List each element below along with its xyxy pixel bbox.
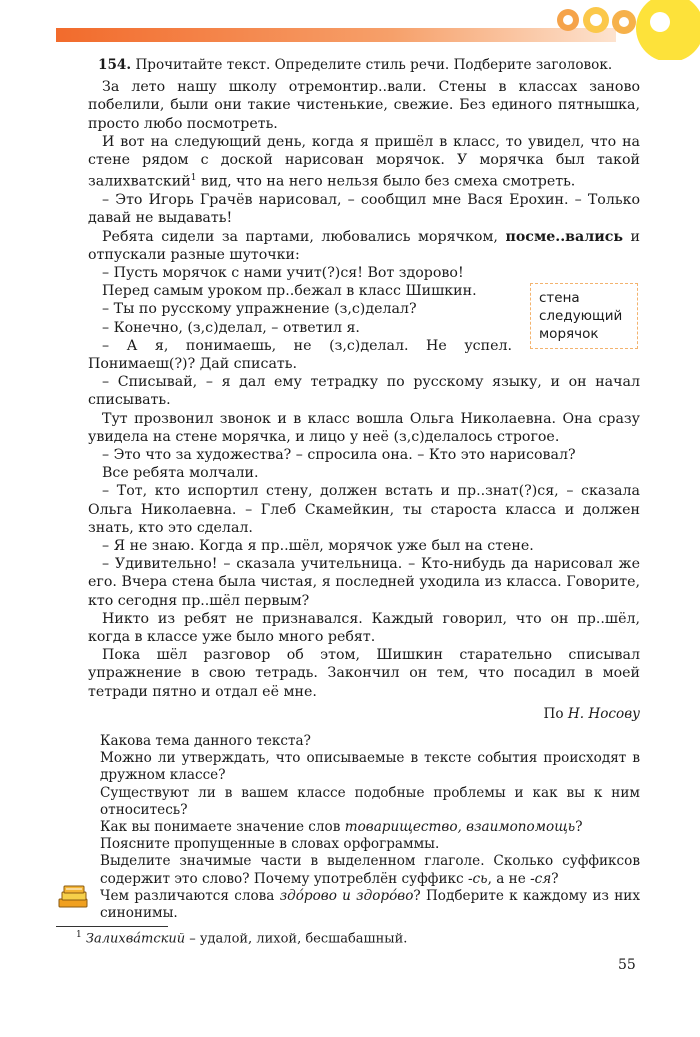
books-icon (56, 884, 90, 910)
decorative-circles (520, 0, 700, 60)
paragraph-5: – Пусть морячок с нами учит(?)ся! Вот здорово! (102, 264, 464, 281)
footnote: $^1$ Залихвáтский – удалой, лихой, бесшабашный. (76, 930, 408, 947)
paragraph-10: – Списывай, – я дал ему тетрадку по русскому языку, и он начал списывать. (88, 374, 640, 409)
questions-block (100, 733, 640, 922)
page-number: 55 (618, 957, 636, 973)
paragraph-13: Все ребята молчали. (102, 465, 259, 482)
vocab-word: следующий (539, 308, 623, 324)
paragraph-17: Никто из ребят не признавался. Каждый говорил, что он пр..шёл, когда в классе уже было много ребят. (88, 610, 640, 646)
question-1: Какова тема данного текста? (100, 733, 311, 749)
question-3: Существуют ли в вашем классе подобные проблемы и как вы к ним относитесь? (100, 784, 640, 818)
task-number: 154. (98, 57, 132, 73)
author-name: Н. Носову (567, 705, 640, 722)
vocab-word: морячок (539, 326, 599, 342)
question-7: Чем различаются слова здóрово и здорóво? Подберите к каждому из них синонимы. (100, 887, 640, 922)
footnote-term: Залихвáтский (85, 931, 186, 947)
paragraph-16: – Удивительно! – сказала учительница. – Кто-нибудь да нарисовал же его. Вчера стена была чистая, я последней уходила из класса. Говорите, кто сегодня пр..шёл первым? (88, 556, 640, 609)
vocab-word: стена (539, 290, 580, 306)
paragraph-15: – Я не знаю. Когда я пр..шёл, морячок уже был на стене. (102, 538, 534, 555)
paragraph-2: И вот на следующий день, когда я пришёл в класс, то увидел, что на стене рядом с доской нарисован морячок. У морячка был такой залихватский$^1$ вид, что на него нельзя было без смеха смотреть. (88, 133, 640, 190)
attribution: По Н. Носову (543, 705, 640, 722)
task-heading (88, 56, 640, 74)
task-text: Прочитайте текст. Определите стиль речи. Подберите заголовок. (135, 57, 613, 73)
paragraph-18: Пока шёл разговор об этом, Шишкин старательно списывал упражнение в свою тетрадь. Закончил он тем, что посадил в моей тетради пятно и отдал её мне. (88, 647, 640, 700)
question-2: Можно ли утверждать, что описываемые в тексте события происходят в дружном классе? (100, 750, 640, 784)
question-6: Выделите значимые части в выделенном глаголе. Сколько суффиксов содержит это слово? Почему употреблён суффикс -сь, а не -ся? (100, 853, 640, 887)
footnote-separator (56, 926, 168, 927)
paragraph-8: – Конечно, (з,с)делал, – ответил я. (102, 319, 360, 336)
vocabulary-box (530, 283, 638, 349)
paragraph-3: – Это Игорь Грачёв нарисовал, – сообщил мне Вася Ерохин. – Только давай не выдавать! (88, 192, 640, 227)
paragraph-11: Тут прозвонил звонок и в класс вошла Ольга Николаевна. Она сразу увидела на стене морячка, и лицо у неё (з,с)делалось строгое. (88, 410, 640, 445)
paragraph-4: Ребята сидели за партами, любовались морячком, посме..вались и отпускали разные шуточки: (88, 228, 641, 263)
paragraph-12: – Это что за художества? – спросила она. – Кто это нарисовал? (102, 447, 576, 463)
paragraph-14: – Тот, кто испортил стену, должен встать и пр..знат(?)ся, – сказала Ольга Николаевна. – Глеб Скамейкин, ты староста класса и должен знать, кто это сделал. (88, 483, 640, 536)
paragraph-9: – А я, понимаешь, не (з,с)делал. Не успел. Понимаеш(?)? Дай списать. (88, 337, 512, 372)
footnote-marker: 1 (190, 173, 197, 184)
question-4: Как вы понимаете значение слов товарищество, взаимопомощь? (100, 819, 583, 836)
paragraph-6: Перед самым уроком пр..бежал в класс Шишкин. (102, 283, 477, 300)
highlighted-verb: посме..вались (505, 228, 624, 245)
paragraph-1: За лето нашу школу отремонтир..вали. Стены в классах заново побелили, были они такие чистенькие, свежие. Без единого пятнышка, просто любо посмотреть. (88, 79, 640, 132)
main-text (88, 56, 640, 723)
paragraph-7: – Ты по русскому упражнение (з,с)делал? (102, 301, 417, 318)
question-5: Поясните пропущенные в словах орфограммы. (100, 836, 440, 853)
